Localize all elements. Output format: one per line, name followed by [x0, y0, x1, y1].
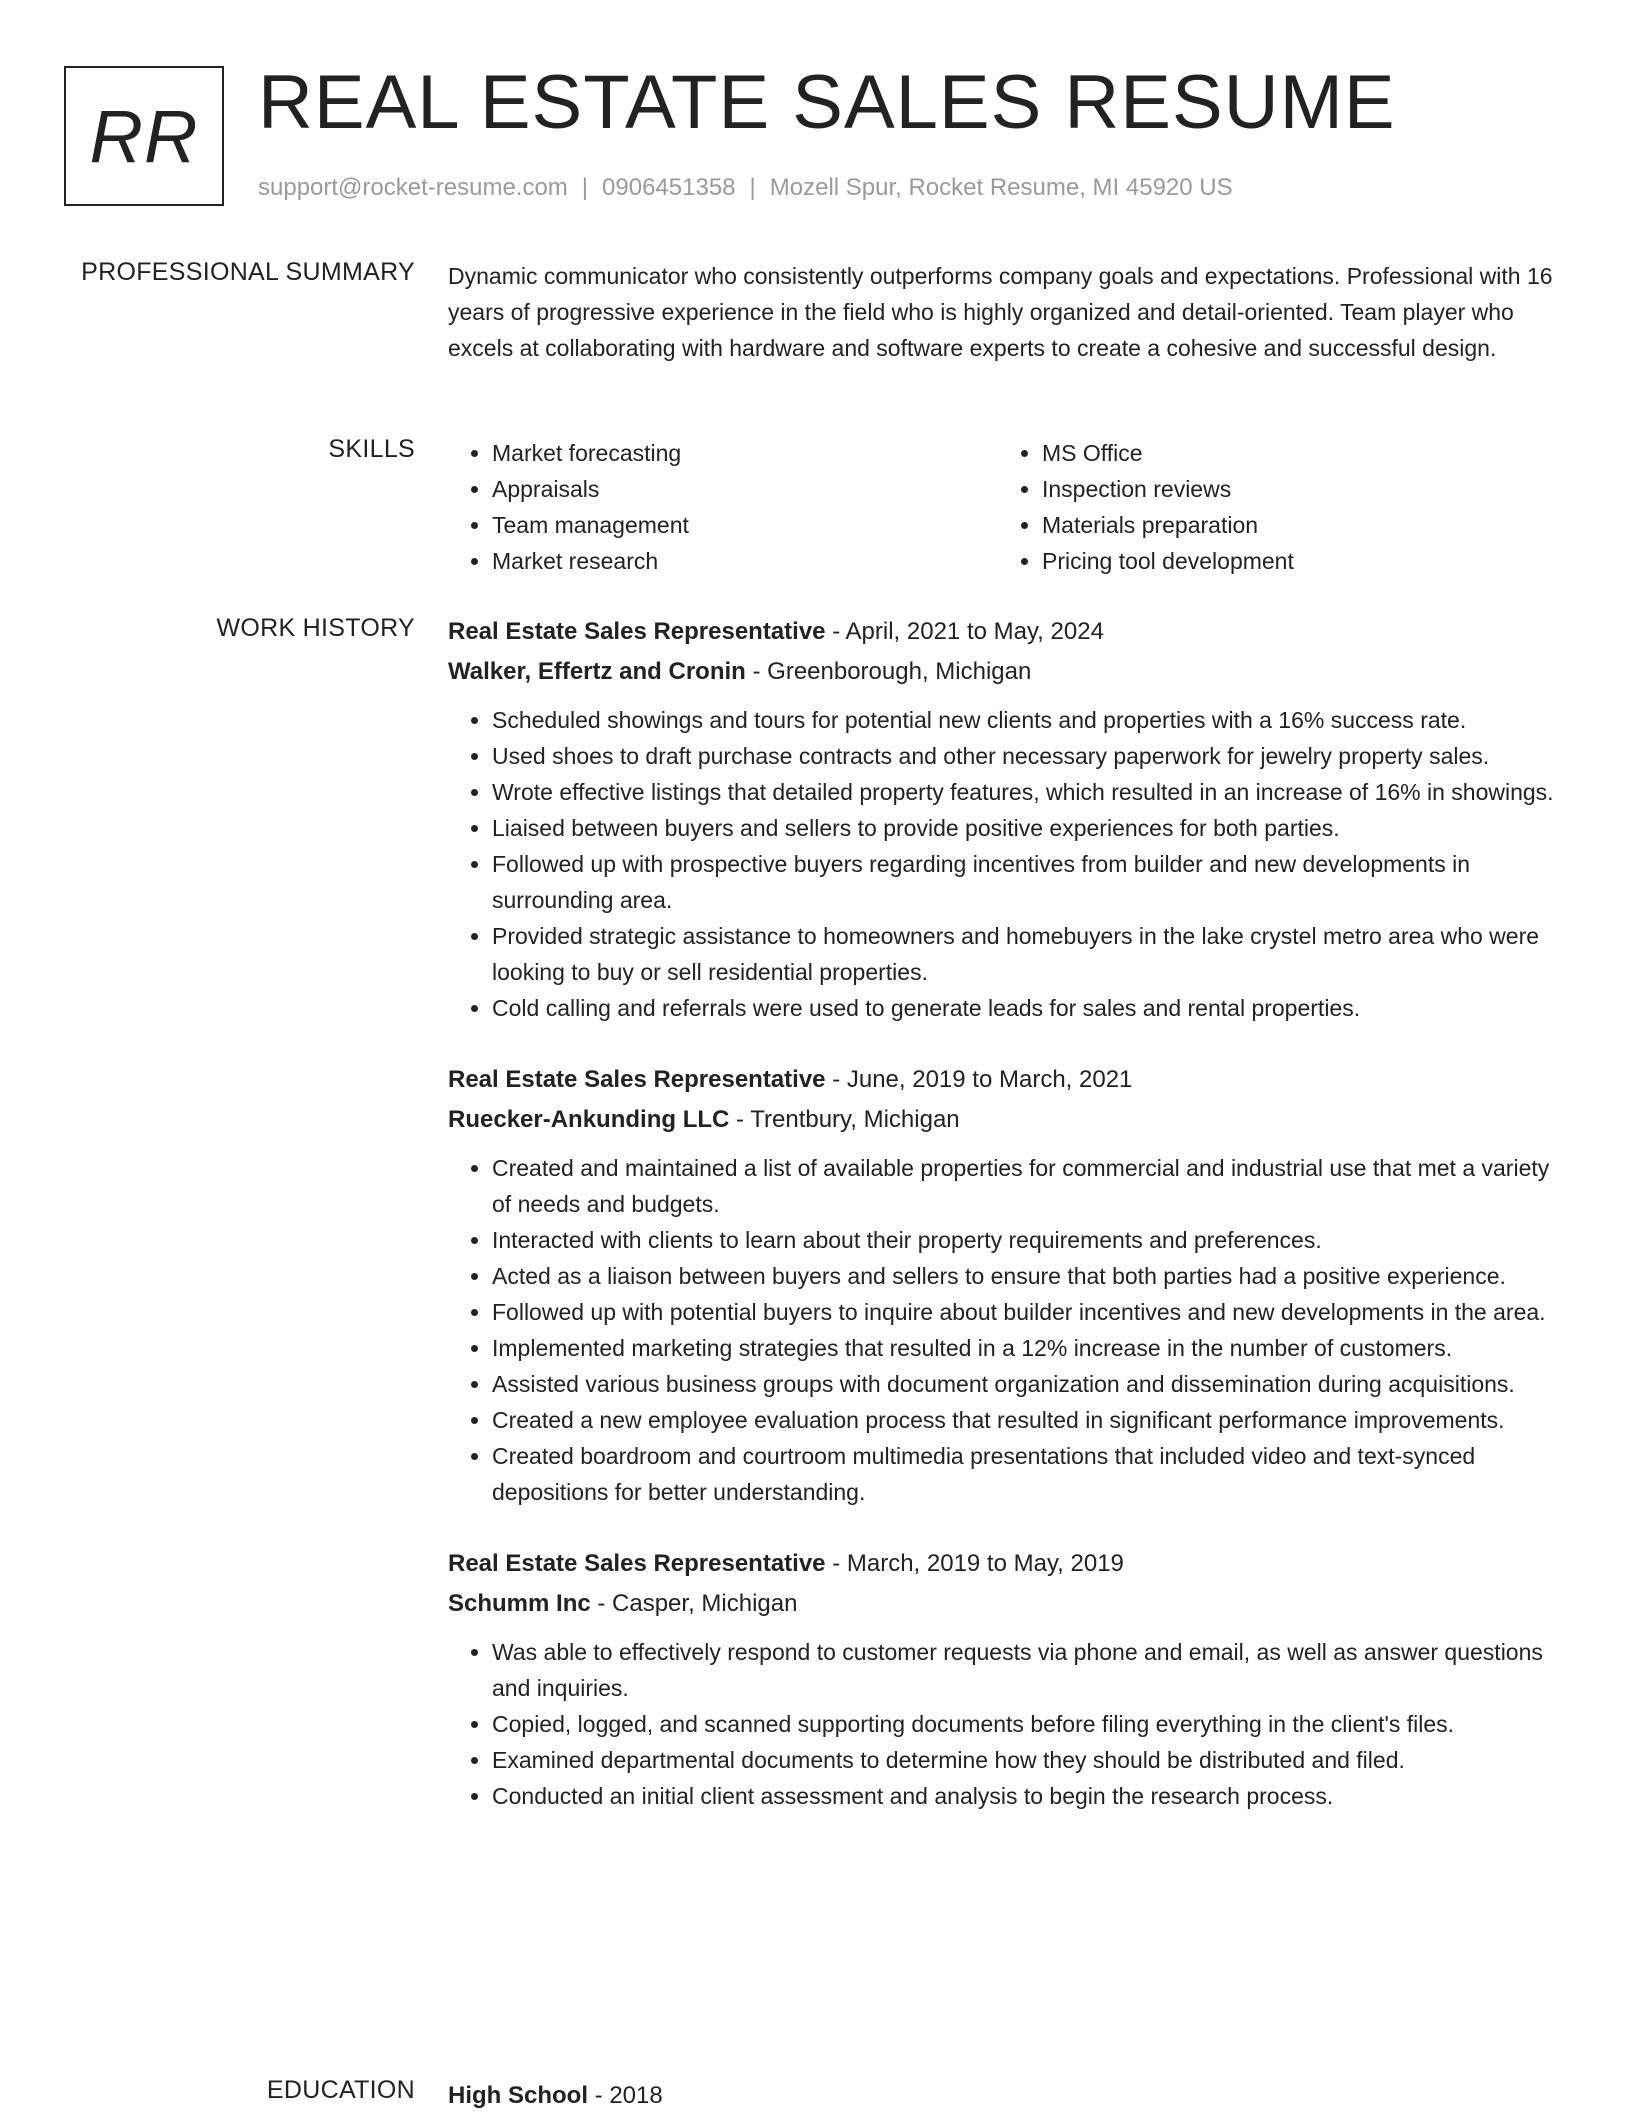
education-body: [448, 2076, 1568, 2116]
summary-text: Dynamic communicator who consistently outperforms company goals and expectations. Professional with 16 years of progressive experience in the field who is highly organized and detail-oriented. Team player who excels at collaborating with hardware and software experts to create a cohesive and successful design.: [448, 263, 1553, 361]
resume-title: REAL ESTATE SALES RESUME: [258, 60, 1396, 145]
job-bullet: • Cold calling and referrals were used to generate leads for sales and rental properties.: [492, 990, 1568, 1026]
job-dates: - April, 2021 to May, 2024: [825, 618, 1104, 645]
work-label: WORK HISTORY: [216, 614, 415, 642]
skill-item: • Market research: [492, 543, 998, 579]
skill-item: • Market forecasting: [492, 435, 998, 471]
job-bullet: • Created a new employee evaluation process that resulted in significant performance improvements.: [492, 1402, 1568, 1438]
skills-body: [448, 435, 1568, 579]
contact-separator: |: [581, 174, 589, 201]
job-bullet: • Wrote effective listings that detailed property features, which resulted in an increase of 16% in showings.: [492, 774, 1568, 810]
job-bullet: • Interacted with clients to learn about their property requirements and preferences.: [492, 1222, 1568, 1258]
contact-separator: |: [749, 174, 756, 201]
job-company: Ruecker-Ankunding LLC: [448, 1106, 730, 1133]
job-bullet: • Used shoes to draft purchase contracts and other necessary paperwork for jewelry property sales.: [492, 738, 1568, 774]
summary-label: PROFESSIONAL SUMMARY: [81, 258, 415, 286]
education-degree: High School: [448, 2082, 588, 2109]
job-entry: [448, 1544, 1568, 1814]
job-bullet: • Liaised between buyers and sellers to provide positive experiences for both parties.: [492, 810, 1568, 846]
skill-item: • Pricing tool development: [1042, 543, 1548, 579]
job-bullets: [448, 702, 1568, 1026]
job-entry: [448, 612, 1568, 1026]
job-company-line: [448, 1584, 1568, 1624]
job-location: - Greenborough, Michigan: [745, 658, 1032, 685]
job-bullets: [448, 1150, 1568, 1510]
skill-item: • MS Office: [1042, 435, 1548, 471]
job-title: Real Estate Sales Representative: [448, 1066, 826, 1093]
job-bullet: • Examined departmental documents to determine how they should be distributed and filed.: [492, 1742, 1568, 1778]
work-body: [448, 612, 1568, 1848]
job-bullet: • Conducted an initial client assessment and analysis to begin the research process.: [492, 1778, 1568, 1814]
job-dates: - June, 2019 to March, 2021: [825, 1066, 1133, 1093]
job-bullet: • Was able to effectively respond to customer requests via phone and email, as well as answer questions and inquiries.: [492, 1634, 1568, 1706]
job-title-line: [448, 1060, 1568, 1100]
job-location: - Casper, Michigan: [590, 1590, 798, 1617]
job-dates: - March, 2019 to May, 2019: [825, 1550, 1124, 1577]
job-title-line: [448, 1544, 1568, 1584]
job-company: Walker, Effertz and Cronin: [448, 658, 746, 685]
job-bullet: • Scheduled showings and tours for potential new clients and properties with a 16% success rate.: [492, 702, 1568, 738]
job-bullet: • Implemented marketing strategies that resulted in a 12% increase in the number of customers.: [492, 1330, 1568, 1366]
job-company-line: [448, 652, 1568, 692]
job-bullet: • Copied, logged, and scanned supporting documents before filing everything in the client's files.: [492, 1706, 1568, 1742]
job-company-line: [448, 1100, 1568, 1140]
job-bullet: • Followed up with prospective buyers regarding incentives from builder and new developments in surrounding area.: [492, 846, 1568, 918]
skills-column-2: [998, 435, 1548, 579]
education-year: - 2018: [588, 2082, 663, 2109]
job-bullet: • Created and maintained a list of available properties for commercial and industrial use that met a variety of needs and budgets.: [492, 1150, 1568, 1222]
job-bullets: [448, 1634, 1568, 1814]
job-bullet: • Acted as a liaison between buyers and sellers to ensure that both parties had a positive experience.: [492, 1258, 1568, 1294]
contact-line: [258, 174, 1233, 202]
job-bullet: • Provided strategic assistance to homeowners and homebuyers in the lake crystel metro area who were looking to buy or sell residential properties.: [492, 918, 1568, 990]
skill-item: • Appraisals: [492, 471, 998, 507]
job-entry: [448, 1060, 1568, 1510]
job-bullet: • Assisted various business groups with document organization and dissemination during acquisitions.: [492, 1366, 1568, 1402]
education-line: [448, 2076, 1568, 2116]
skill-item: • Inspection reviews: [1042, 471, 1548, 507]
contact-phone: 0906451358: [602, 174, 736, 201]
skills-label: SKILLS: [328, 435, 415, 463]
job-title-line: [448, 612, 1568, 652]
job-title: Real Estate Sales Representative: [448, 618, 826, 645]
contact-address: Mozell Spur, Rocket Resume, MI 45920 US: [769, 174, 1233, 201]
summary-body: [448, 258, 1568, 366]
skill-item: • Materials preparation: [1042, 507, 1548, 543]
job-bullet: • Created boardroom and courtroom multimedia presentations that included video and text-synced depositions for better understanding.: [492, 1438, 1568, 1510]
skills-columns: [448, 435, 1568, 579]
skills-column-1: [448, 435, 998, 579]
contact-email: support@rocket-resume.com: [258, 174, 568, 201]
skill-item: • Team management: [492, 507, 998, 543]
job-company: Schumm Inc: [448, 1590, 591, 1617]
job-title: Real Estate Sales Representative: [448, 1550, 826, 1577]
monogram-logo: RR: [64, 66, 224, 206]
job-location: - Trentbury, Michigan: [729, 1106, 960, 1133]
job-bullet: • Followed up with potential buyers to inquire about builder incentives and new developments in the area.: [492, 1294, 1568, 1330]
education-label: EDUCATION: [266, 2076, 415, 2104]
